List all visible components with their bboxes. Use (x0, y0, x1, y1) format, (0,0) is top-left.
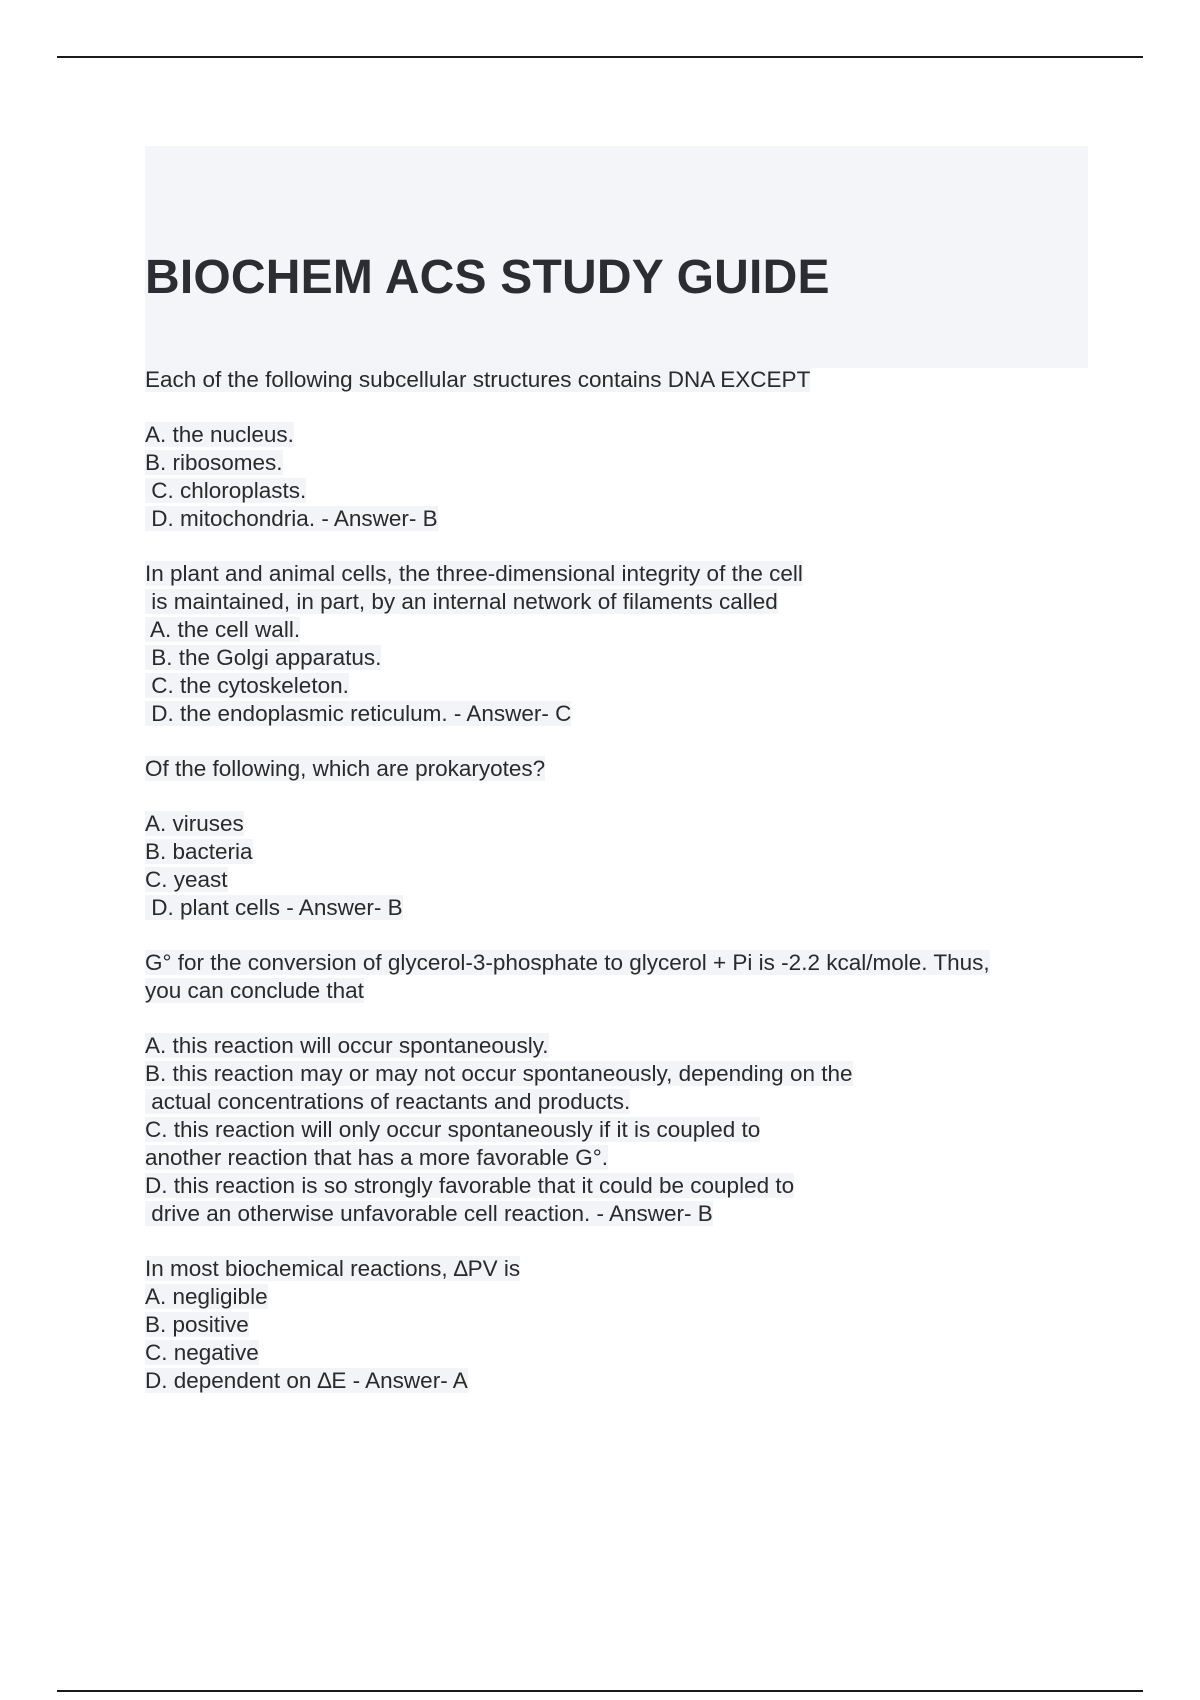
question-content (145, 366, 1085, 1395)
text-line: you can conclude that (145, 978, 364, 1003)
text-line: D. plant cells - Answer- B (145, 895, 403, 920)
page-title: BIOCHEM ACS STUDY GUIDE (145, 251, 830, 304)
text-line: C. negative (145, 1340, 259, 1365)
text-line: B. bacteria (145, 839, 253, 864)
text-line: D. mitochondria. - Answer- B (145, 506, 438, 531)
question-block (145, 421, 1085, 533)
text-line: D. this reaction is so strongly favorable that it could be coupled to (145, 1173, 795, 1198)
text-line: C. this reaction will only occur spontaneously if it is coupled to (145, 1117, 761, 1142)
block-gap (145, 1005, 1085, 1032)
text-line: B. the Golgi apparatus. (145, 645, 382, 670)
text-line: actual concentrations of reactants and products. (145, 1089, 631, 1114)
text-line: B. this reaction may or may not occur spontaneously, depending on the (145, 1061, 853, 1086)
text-line: Of the following, which are prokaryotes? (145, 756, 546, 781)
block-gap (145, 728, 1085, 755)
text-line: C. the cytoskeleton. (145, 673, 349, 698)
question-block (145, 1255, 1085, 1395)
block-gap (145, 922, 1085, 949)
text-line: A. viruses (145, 811, 244, 836)
text-line: D. dependent on ∆E - Answer- A (145, 1368, 468, 1393)
block-gap (145, 783, 1085, 810)
text-line: A. the nucleus. (145, 422, 294, 447)
text-line: D. the endoplasmic reticulum. - Answer- C (145, 701, 572, 726)
text-line: another reaction that has a more favorable G°. (145, 1145, 609, 1170)
question-block (145, 949, 1085, 1005)
block-gap (145, 394, 1085, 421)
text-line: is maintained, in part, by an internal network of filaments called (145, 589, 778, 614)
question-block (145, 366, 1085, 394)
text-line: C. yeast (145, 867, 228, 892)
text-line: G° for the conversion of glycerol-3-phosphate to glycerol + Pi is -2.2 kcal/mole. Thus, (145, 950, 990, 975)
block-gap (145, 533, 1085, 560)
question-block (145, 1032, 1085, 1228)
text-line: A. negligible (145, 1284, 268, 1309)
text-line: C. chloroplasts. (145, 478, 307, 503)
text-line: Each of the following subcellular structures contains DNA EXCEPT (145, 367, 811, 392)
block-gap (145, 1228, 1085, 1255)
question-block (145, 755, 1085, 783)
question-block (145, 560, 1085, 728)
text-line: drive an otherwise unfavorable cell reaction. - Answer- B (145, 1201, 713, 1226)
text-line: B. ribosomes. (145, 450, 283, 475)
text-line: A. the cell wall. (145, 617, 301, 642)
bottom-rule (57, 1690, 1143, 1692)
text-line: In most biochemical reactions, ∆PV is (145, 1256, 521, 1281)
text-line: A. this reaction will occur spontaneously. (145, 1033, 549, 1058)
text-line: B. positive (145, 1312, 249, 1337)
question-block (145, 810, 1085, 922)
text-line: In plant and animal cells, the three-dimensional integrity of the cell (145, 561, 803, 586)
top-rule (57, 56, 1143, 58)
